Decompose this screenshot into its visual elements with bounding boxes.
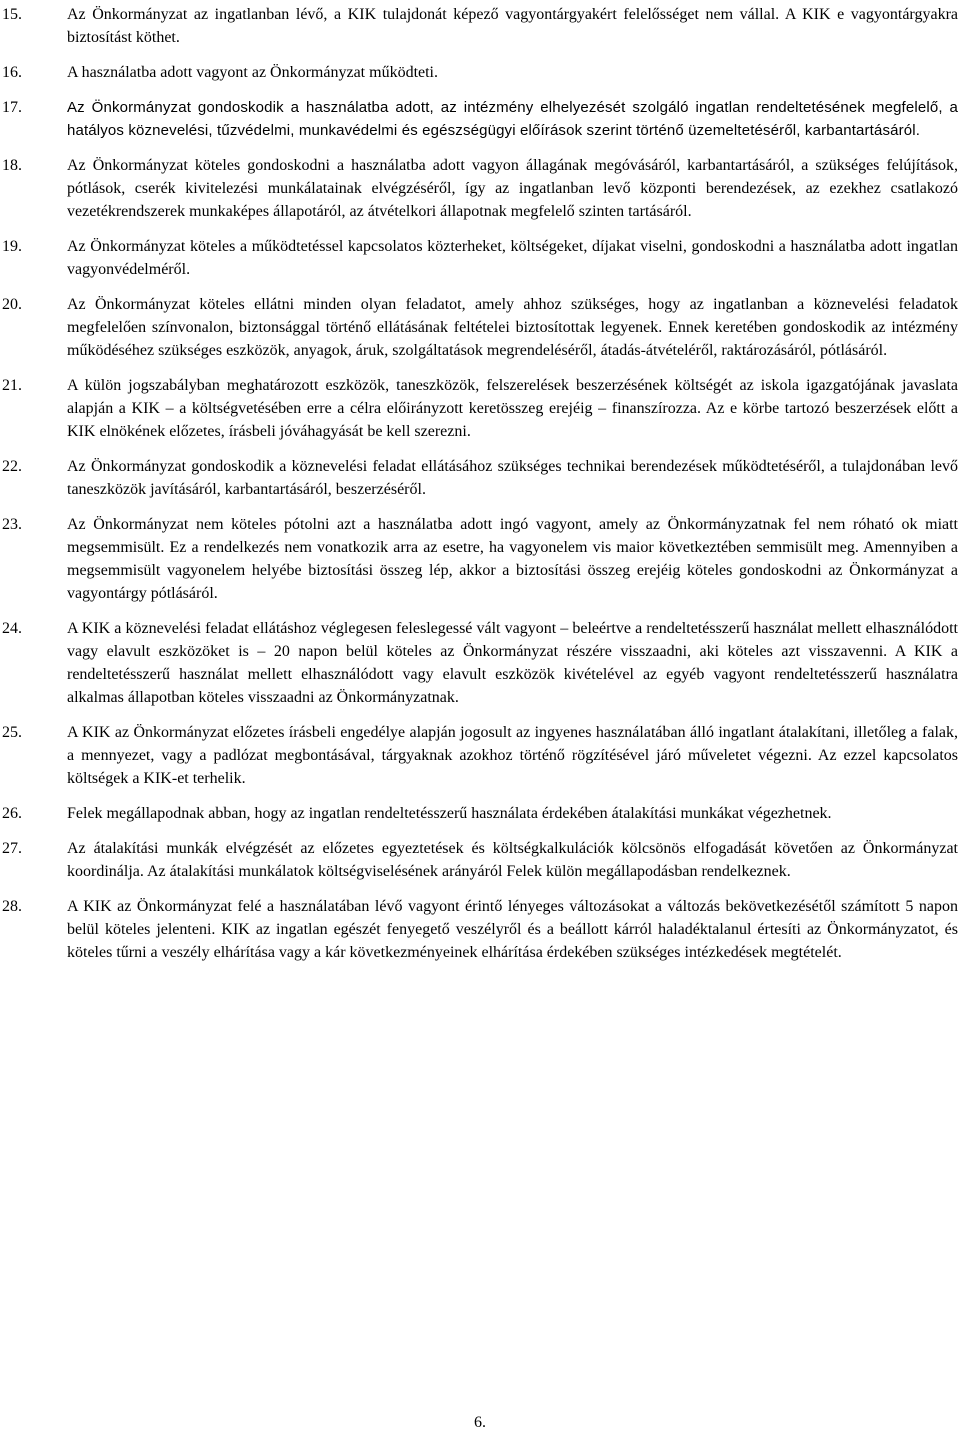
clause-text: Az Önkormányzat gondoskodik a köznevelési feladat ellátásához szükséges technikai berendezések működtetéséről, a tulajdonában levő taneszközök javításáról, karbantartásáról, beszerzéséről. bbox=[67, 458, 958, 498]
clause-number: 17. bbox=[2, 99, 22, 116]
clause-text: A külön jogszabályban meghatározott eszközök, taneszközök, felszerelések beszerzésének költségét az iskola igazgatójának javaslata alapján a KIK – a költségvetésében erre a célra előirányzott keretösszeg erejéig – finanszírozza. Az e körbe tartozó beszerzések előtt a KIK elnökének előzetes, írásbeli jóváhagyását be kell szerezni. bbox=[67, 377, 958, 440]
clause-number: 21. bbox=[2, 377, 22, 394]
clause-number: 15. bbox=[2, 6, 22, 23]
clause-item-20 bbox=[0, 293, 960, 362]
clause-text: Az Önkormányzat köteles ellátni minden olyan feladatot, amely ahhoz szükséges, hogy az ingatlanban a köznevelési feladatok megfelelően színvonalon, biztonsággal történő ellátásának feltételei biztosítottak legyenek. Ennek keretében gondoskodik az intézmény működéséhez szükséges eszközök, anyagok, áruk, szolgáltatások megrendeléséről, átadás-átvételéről, raktározásáról, pótlásáról. bbox=[67, 296, 958, 359]
clause-item-23 bbox=[0, 513, 960, 605]
clause-number: 22. bbox=[2, 458, 22, 475]
clause-number: 27. bbox=[2, 840, 22, 857]
clause-item-21 bbox=[0, 374, 960, 443]
clause-number: 23. bbox=[2, 516, 22, 533]
page-number: 6. bbox=[474, 1414, 486, 1431]
clause-item-25 bbox=[0, 721, 960, 790]
clause-item-16 bbox=[0, 61, 960, 84]
clause-item-17 bbox=[0, 96, 960, 142]
clause-item-24 bbox=[0, 617, 960, 709]
clause-item-27 bbox=[0, 837, 960, 883]
clause-item-22 bbox=[0, 455, 960, 501]
clause-number: 26. bbox=[2, 805, 22, 822]
clause-text: Az Önkormányzat köteles a működtetéssel kapcsolatos közterheket, költségeket, díjakat viselni, gondoskodni a használatba adott ingatlan vagyonvédelméről. bbox=[67, 238, 958, 278]
clause-text: Az átalakítási munkák elvégzését az előzetes egyeztetések és költségkalkulációk kölcsönös elfogadását követően az Önkormányzat koordinálja. Az átalakítási munkálatok költségviselésének arányáról Felek külön megállapodásban rendelkeznek. bbox=[67, 840, 958, 880]
clause-text: Az Önkormányzat gondoskodik a használatba adott, az intézmény elhelyezését szolgáló ingatlan rendeltetésének megfelelő, a hatályos köznevelési, tűzvédelmi, munkavédelmi és egészségügyi előírások szerint történő üzemeltetéséről, karbantartásáról. bbox=[67, 99, 958, 139]
clause-number: 20. bbox=[2, 296, 22, 313]
clause-number: 25. bbox=[2, 724, 22, 741]
clause-text: A KIK a köznevelési feladat ellátáshoz véglegesen feleslegessé vált vagyont – beleértve a rendeltetésszerű használat mellett elhasználódott vagy elavult eszközöket is – 20 napon belül köteles az Önkormányzat részére visszaadni, aki köteles azt visszavenni. A KIK a rendeltetésszerű használat mellett elhasználódott vagy elavult eszközök kivételével az egyéb vagyont rendeltetésszerű használatra alkalmas állapotban köteles visszaadni az Önkormányzatnak. bbox=[67, 620, 958, 706]
clause-number: 16. bbox=[2, 64, 22, 81]
clause-item-15 bbox=[0, 3, 960, 49]
clause-text: A KIK az Önkormányzat felé a használatában lévő vagyont érintő lényeges változásokat a változás bekövetkezésétől számított 5 napon belül köteles jelenteni. KIK az ingatlan egészét fenyegető veszélyről és a beállott kárról haladéktalanul értesíti az Önkormányzatot, és köteles tűrni a veszély elhárítása vagy a kár következményeinek elhárítása érdekében szükséges intézkedések megtételét. bbox=[67, 898, 958, 961]
clause-number: 19. bbox=[2, 238, 22, 255]
clause-text: A KIK az Önkormányzat előzetes írásbeli engedélye alapján jogosult az ingyenes használatában álló ingatlant átalakítani, illetőleg a falak, a mennyezet, vagy a padlózat megbontásával, tárgyaknak azokhoz történő rögzítésével járó műveletet végezni. Az ezzel kapcsolatos költségek a KIK-et terhelik. bbox=[67, 724, 958, 787]
clause-text: Az Önkormányzat nem köteles pótolni azt a használatba adott ingó vagyont, amely az Önkormányzatnak fel nem róható ok miatt megsemmisült. Ez a rendelkezés nem vonatkozik arra az esetre, ha vagyonelem vis maior következtében semmisült meg. Amennyiben a megsemmisült vagyonelem helyébe biztosítási összeg lép, akkor a biztosítási összeg erejéig köteles gondoskodni az Önkormányzat a vagyontárgy pótlásáról. bbox=[67, 516, 958, 602]
clause-item-19 bbox=[0, 235, 960, 281]
clause-item-26 bbox=[0, 802, 960, 825]
clause-item-28 bbox=[0, 895, 960, 964]
clause-number: 24. bbox=[2, 620, 22, 637]
clause-number: 28. bbox=[2, 898, 22, 915]
clause-number: 18. bbox=[2, 157, 22, 174]
clause-text: Az Önkormányzat az ingatlanban lévő, a KIK tulajdonát képező vagyontárgyakért felelősséget nem vállal. A KIK e vagyontárgyakra biztosítást köthet. bbox=[67, 6, 958, 46]
clause-text: Felek megállapodnak abban, hogy az ingatlan rendeltetésszerű használata érdekében átalakítási munkákat végezhetnek. bbox=[67, 805, 832, 822]
clause-item-18 bbox=[0, 154, 960, 223]
clause-text: A használatba adott vagyont az Önkormányzat működteti. bbox=[67, 64, 438, 81]
clause-text: Az Önkormányzat köteles gondoskodni a használatba adott vagyon állagának megóvásáról, karbantartásáról, a szükséges felújítások, pótlások, cserék kivitelezési munkálatainak elvégzéséről, így az ingatlanban levő központi berendezések, az ezekhez csatlakozó vezetékrendszerek munkaképes állapotáról, az átvételkori állapotnak megfelelő szinten tartásáról. bbox=[67, 157, 958, 220]
